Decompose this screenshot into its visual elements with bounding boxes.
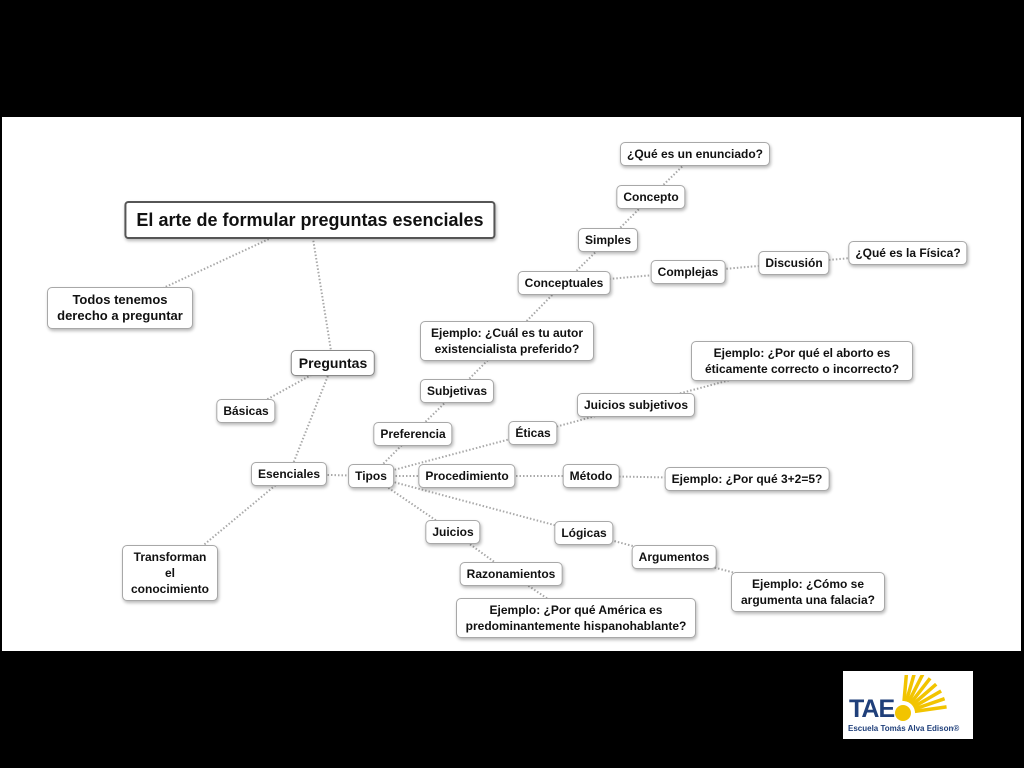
logo-school-text: Escuela Tomás Alva Edison <box>848 724 954 733</box>
node-ejemplo-autor[interactable]: Ejemplo: ¿Cuál es tu autor existencialista preferido? <box>420 321 594 361</box>
node-enunciado[interactable]: ¿Qué es un enunciado? <box>620 142 770 166</box>
node-preferencia[interactable]: Preferencia <box>373 422 452 446</box>
logo-sun-icon <box>893 675 969 723</box>
node-juicios-subjetivos[interactable]: Juicios subjetivos <box>577 393 695 417</box>
node-todos-tenemos[interactable]: Todos tenemos derecho a preguntar <box>47 287 193 329</box>
node-razonamientos[interactable]: Razonamientos <box>460 562 563 586</box>
school-logo <box>843 671 973 739</box>
map-title[interactable]: El arte de formular preguntas esenciales <box>124 201 495 239</box>
connector-line <box>310 220 333 363</box>
node-argumentos[interactable]: Argumentos <box>632 545 717 569</box>
node-basicas[interactable]: Básicas <box>216 399 275 423</box>
node-concepto[interactable]: Concepto <box>616 185 685 209</box>
node-ejemplo-aborto[interactable]: Ejemplo: ¿Por qué el aborto es éticamente correcto o incorrecto? <box>691 341 913 381</box>
node-procedimiento[interactable]: Procedimiento <box>418 464 515 488</box>
logo-acronym: TAE <box>849 695 895 723</box>
node-preguntas[interactable]: Preguntas <box>291 350 375 376</box>
node-tipos[interactable]: Tipos <box>348 464 394 488</box>
node-logicas[interactable]: Lógicas <box>554 521 613 545</box>
node-subjetivas[interactable]: Subjetivas <box>420 379 494 403</box>
logo-school-name <box>848 724 959 733</box>
node-simples[interactable]: Simples <box>578 228 638 252</box>
node-conceptuales[interactable]: Conceptuales <box>518 271 611 295</box>
mind-map-canvas <box>2 117 1021 651</box>
node-ejemplo-falacia[interactable]: Ejemplo: ¿Cómo se argumenta una falacia? <box>731 572 885 612</box>
connector-line <box>289 363 333 474</box>
node-fisica[interactable]: ¿Qué es la Física? <box>848 241 967 265</box>
node-eticas[interactable]: Éticas <box>508 421 557 445</box>
node-metodo[interactable]: Método <box>563 464 620 488</box>
node-ejemplo-3mas2[interactable]: Ejemplo: ¿Por qué 3+2=5? <box>665 467 830 491</box>
logo-registered-mark: ® <box>953 724 960 733</box>
node-esenciales[interactable]: Esenciales <box>251 462 327 486</box>
node-discusion[interactable]: Discusión <box>758 251 829 275</box>
node-juicios[interactable]: Juicios <box>425 520 480 544</box>
node-ejemplo-america[interactable]: Ejemplo: ¿Por qué América es predominantemente hispanohablante? <box>456 598 696 638</box>
node-transforman[interactable]: Transforman el conocimiento <box>122 545 218 601</box>
node-complejas[interactable]: Complejas <box>651 260 726 284</box>
